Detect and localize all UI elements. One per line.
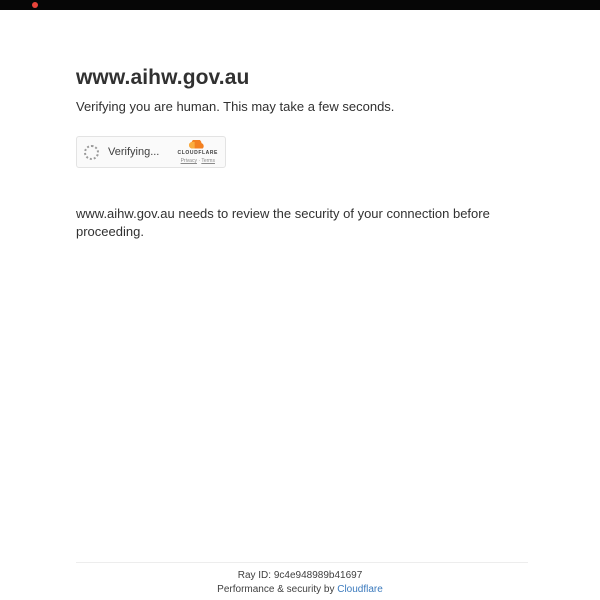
terms-link[interactable]: Terms [201, 158, 215, 164]
cloudflare-challenge-widget [76, 136, 226, 168]
privacy-link[interactable]: Privacy [180, 158, 197, 164]
cloudflare-cloud-icon [188, 140, 207, 149]
widget-legal-links [181, 158, 215, 164]
ray-id-value: 9c4e948989b41697 [273, 570, 363, 581]
ray-id-label: Ray ID: [237, 570, 272, 581]
links-separator: · [198, 158, 201, 164]
top-bar [0, 0, 600, 10]
spinner-icon [84, 145, 99, 160]
recording-dot-icon [32, 2, 38, 8]
cloudflare-link[interactable]: Cloudflare [337, 584, 383, 595]
cloudflare-wordmark: CLOUDFLARE [177, 150, 218, 156]
verifying-status-label: Verifying... [108, 146, 160, 158]
ray-id-line [0, 570, 600, 581]
page-title: www.aihw.gov.au [76, 66, 250, 89]
credit-line [0, 584, 600, 595]
security-review-message: www.aihw.gov.au needs to review the security of your connection before proceeding. [76, 206, 490, 239]
cloudflare-brand-block [178, 140, 218, 164]
verification-subtitle: Verifying you are human. This may take a few seconds. [76, 99, 395, 114]
challenge-page-content [76, 64, 524, 241]
credit-text: Performance & security by [217, 584, 335, 595]
page-footer [0, 562, 600, 595]
footer-divider [76, 562, 528, 563]
